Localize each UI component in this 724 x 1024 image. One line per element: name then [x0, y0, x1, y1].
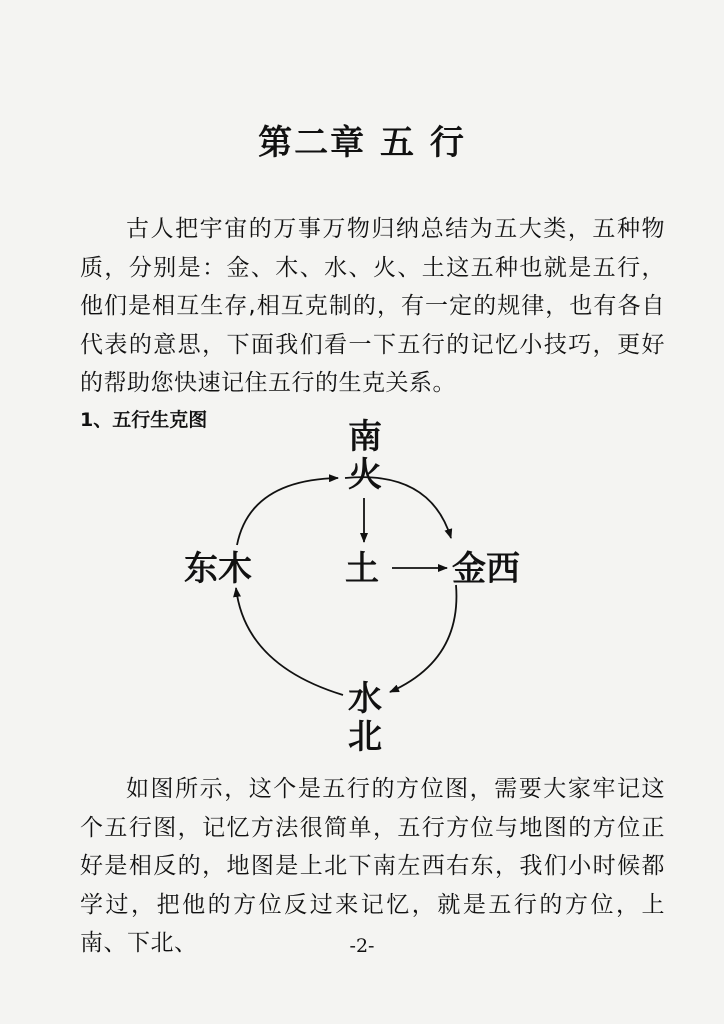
- section-heading: 1、五行生克图: [80, 409, 208, 431]
- node-west-metal: [452, 550, 520, 588]
- direction-north: 北: [348, 717, 382, 757]
- element-water: 水: [348, 679, 382, 719]
- direction-west: 西: [486, 549, 520, 589]
- intro-paragraph: 古人把宇宙的万事万物归纳总结为五大类，五种物质，分别是：金、木、水、火、土这五种也就是五行，他们是相互生存,相互克制的，有一定的规律，也有各自代表的意思，下面我们看一下五行的记忆小技巧，更好的帮助您快速记住五行的生克关系。: [80, 216, 665, 396]
- node-east-wood: [184, 550, 252, 588]
- explanation-paragraph: 如图所示，这个是五行的方位图，需要大家牢记这个五行图，记忆方法很简单，五行方位与地图的方位正好是相反的，地图是上北下南左西右东，我们小时候都学过，把他的方位反过来记忆，就是五行的方位，上南、下北、: [80, 776, 665, 956]
- node-north-water: [345, 680, 385, 756]
- chapter-title: 第二章 五 行: [258, 123, 466, 163]
- element-fire: 火: [348, 455, 382, 495]
- element-metal: 金: [452, 549, 486, 589]
- arc-wood-to-fire: [237, 478, 338, 545]
- arc-water-to-wood: [236, 588, 343, 695]
- element-earth: 土: [345, 549, 379, 589]
- arc-metal-to-water: [390, 585, 456, 692]
- node-south-fire: [345, 418, 385, 494]
- direction-south: 南: [348, 417, 382, 457]
- page-number: -2-: [349, 935, 375, 957]
- node-center-earth: [345, 550, 379, 588]
- direction-east: 东: [184, 549, 218, 589]
- element-wood: 木: [218, 549, 252, 589]
